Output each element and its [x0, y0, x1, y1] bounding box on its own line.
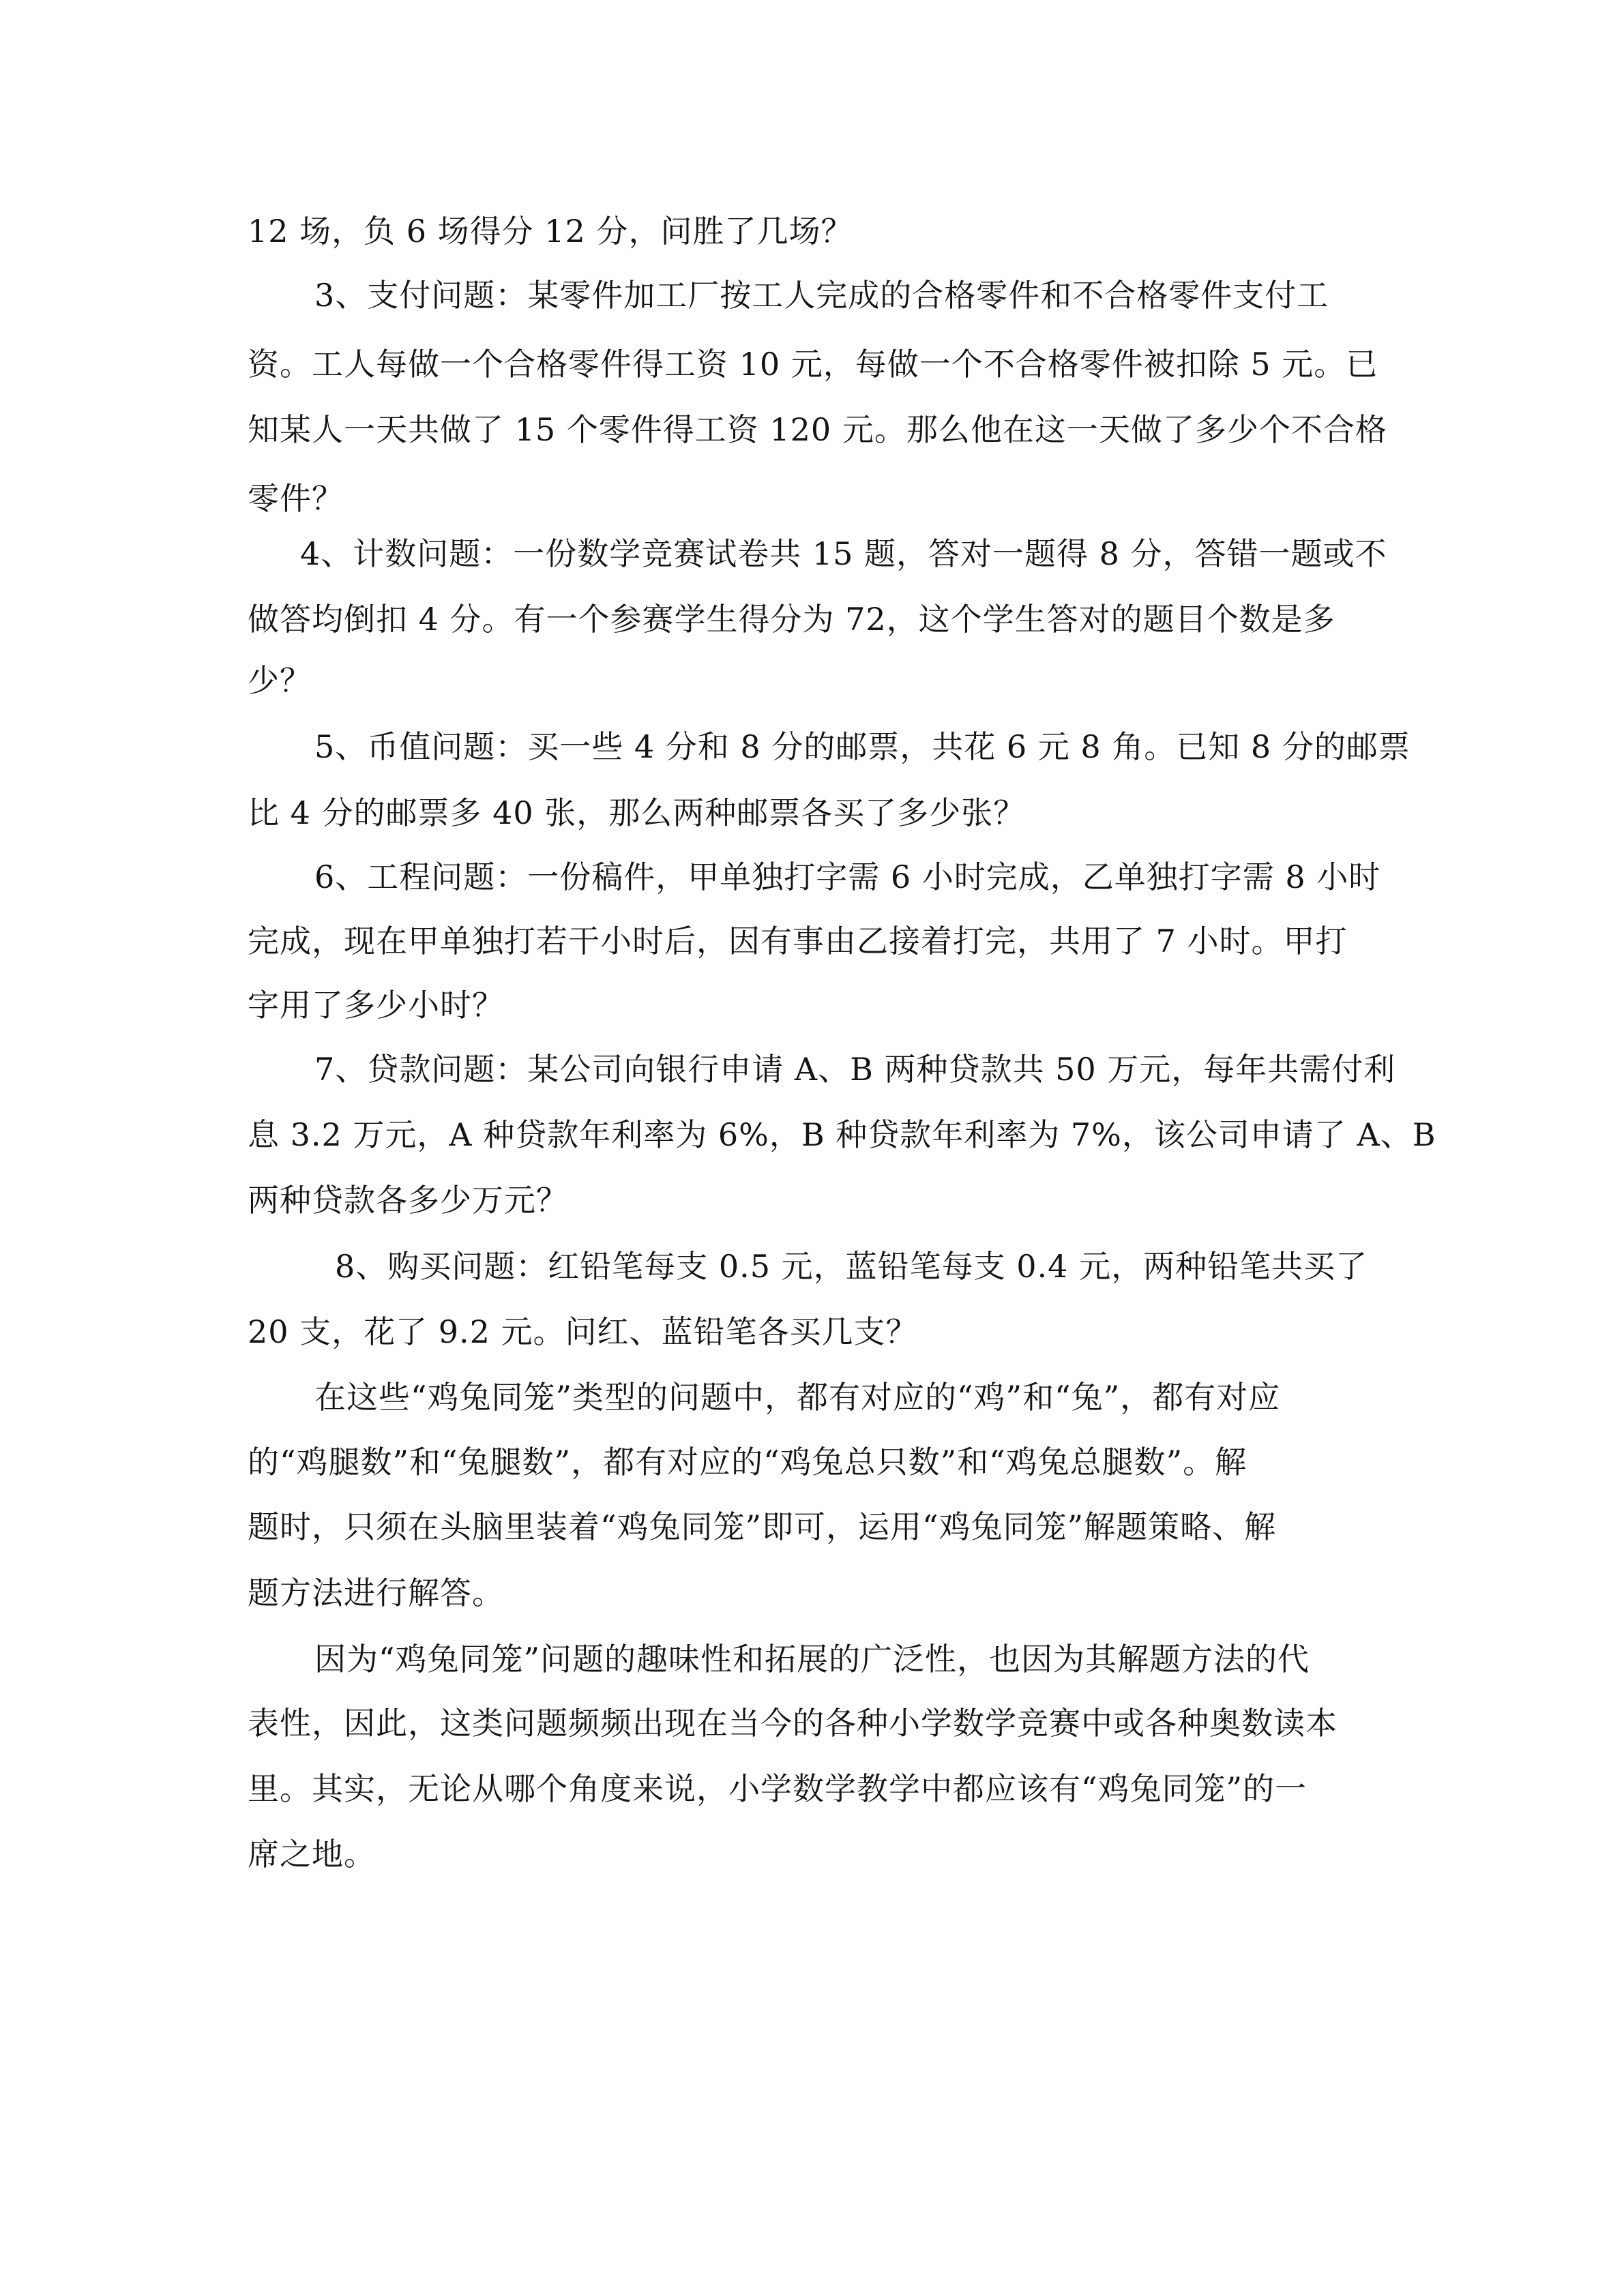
- problem-7-heading-line: 7、贷款问题：某公司向银行申请 A、B 两种贷款共 50 万元，每年共需付利: [314, 1051, 1396, 1088]
- text-line: 12 场，负 6 场得分 12 分，问胜了几场？: [248, 213, 853, 250]
- text-line: 完成，现在甲单独打若干小时后，因有事由乙接着打完，共用了 7 小时。甲打: [248, 923, 1348, 959]
- text-line: 题方法进行解答。: [248, 1575, 504, 1611]
- text-line: 20 支，花了 9.2 元。问红、蓝铅笔各买几支？: [248, 1313, 918, 1350]
- text-line: 表性，因此，这类问题频频出现在当今的各种小学数学竞赛中或各种奥数读本: [248, 1705, 1338, 1742]
- text-line: 题时，只须在头脑里装着“鸡兔同笼”即可，运用“鸡兔同笼”解题策略、解: [248, 1508, 1277, 1545]
- text-line: 少？: [248, 662, 312, 699]
- problem-5-heading-line: 5、币值问题：买一些 4 分和 8 分的邮票，共花 6 元 8 角。已知 8 分的邮票: [314, 728, 1411, 765]
- problem-4-heading-line: 4、计数问题：一份数学竞赛试卷共 15 题，答对一题得 8 分，答错一题或不: [300, 535, 1387, 572]
- text-line: 知某人一天共做了 15 个零件得工资 120 元。那么他在这一天做了多少个不合格: [248, 411, 1387, 448]
- problem-3-heading-line: 3、支付问题：某零件加工厂按工人完成的合格零件和不合格零件支付工: [314, 277, 1329, 314]
- text-line: 比 4 分的邮票多 40 张，那么两种邮票各买了多少张？: [248, 794, 1026, 831]
- text-line: 的“鸡腿数”和“兔腿数”，都有对应的“鸡兔总只数”和“鸡兔总腿数”。解: [248, 1444, 1247, 1480]
- paragraph-start-line: 在这些“鸡兔同笼”类型的问题中，都有对应的“鸡”和“兔”，都有对应: [314, 1379, 1281, 1416]
- text-line: 两种贷款各多少万元？: [248, 1182, 568, 1219]
- text-line: 资。工人每做一个合格零件得工资 10 元，每做一个不合格零件被扣除 5 元。已: [248, 346, 1378, 383]
- text-line: 零件？: [248, 480, 344, 517]
- problem-8-heading-line: 8、购买问题：红铅笔每支 0.5 元，蓝铅笔每支 0.4 元，两种铅笔共买了: [335, 1248, 1368, 1285]
- text-line: 息 3.2 万元，A 种贷款年利率为 6%，B 种贷款年利率为 7%，该公司申请了 A、B: [248, 1116, 1436, 1153]
- text-line: 席之地。: [248, 1836, 376, 1873]
- text-line: 里。其实，无论从哪个角度来说，小学数学教学中都应该有“鸡兔同笼”的一: [248, 1770, 1308, 1807]
- paragraph-start-line: 因为“鸡兔同笼”问题的趣味性和拓展的广泛性，也因为其解题方法的代: [314, 1641, 1310, 1678]
- text-line: 做答均倒扣 4 分。有一个参赛学生得分为 72，这个学生答对的题目个数是多: [248, 601, 1335, 638]
- problem-6-heading-line: 6、工程问题：一份稿件，甲单独打字需 6 小时完成，乙单独打字需 8 小时: [314, 859, 1381, 895]
- text-line: 字用了多少小时？: [248, 987, 504, 1024]
